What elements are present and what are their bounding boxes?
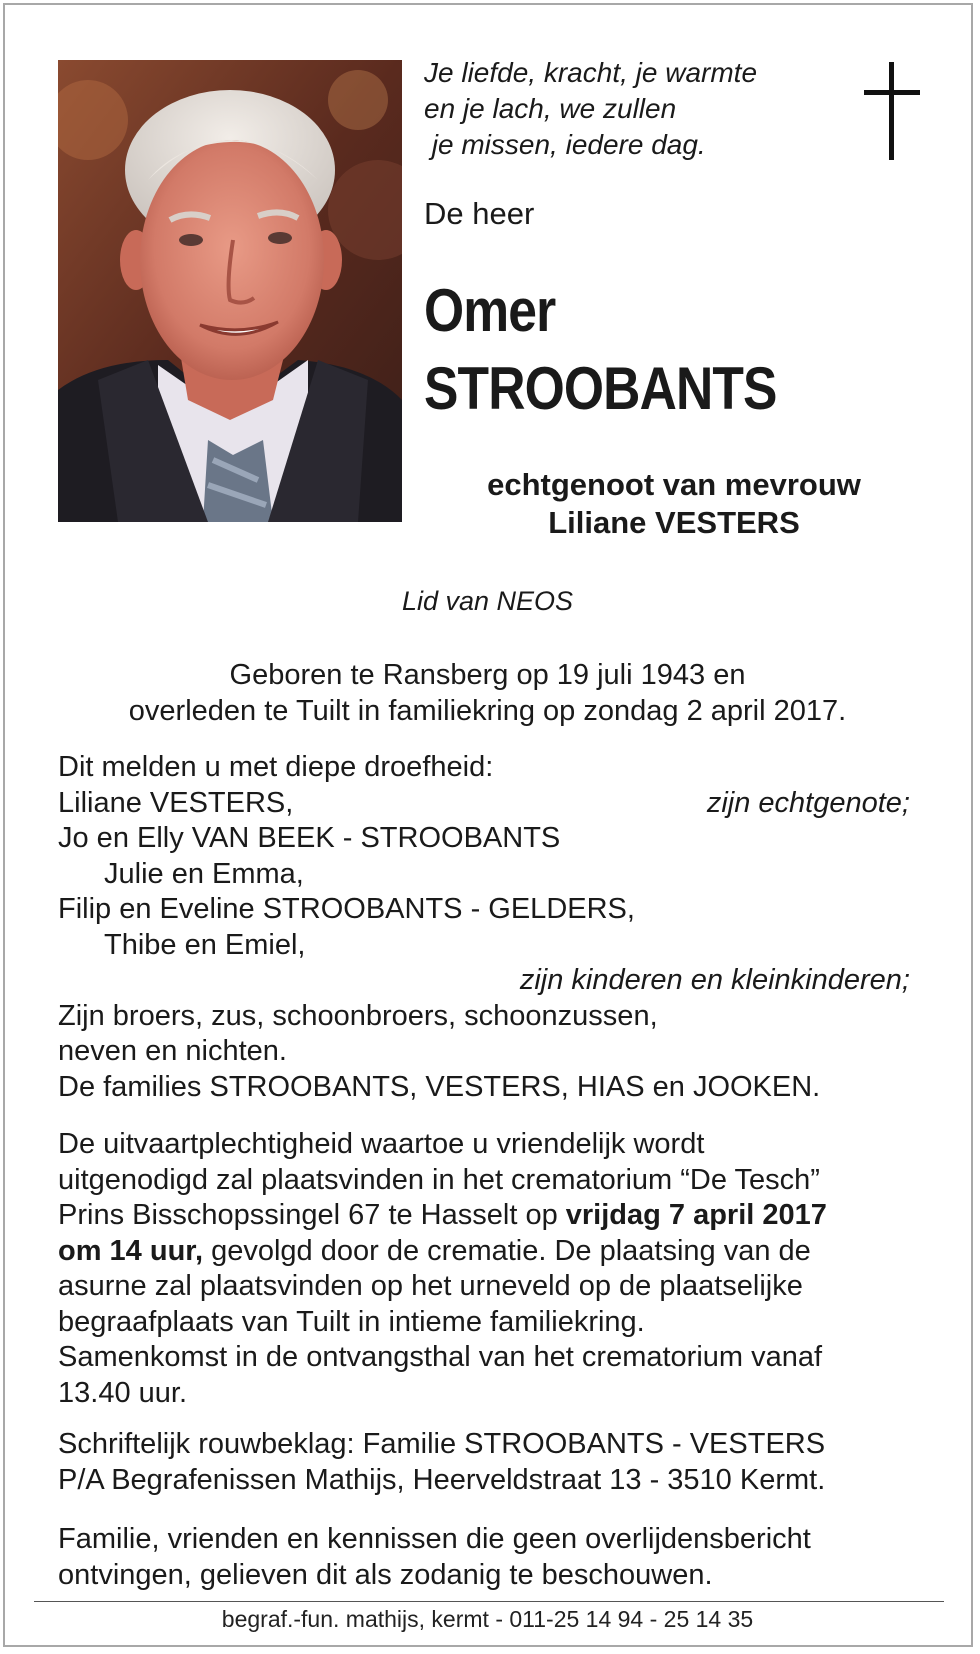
birth-death-info — [0, 657, 975, 729]
funeral-cremation: gevolgd door de crematie. De plaatsing van de — [203, 1234, 811, 1267]
salutation: De heer — [424, 196, 535, 231]
funeral-line-4 — [58, 1234, 910, 1270]
funeral-line-8: 13.40 uur. — [58, 1376, 187, 1409]
funeral-line-3 — [58, 1198, 910, 1234]
deceased-first-name: Omer — [424, 277, 556, 344]
funeral-line-2: uitgenodigd zal plaatsvinden in het crematorium “De Tesch” — [58, 1163, 820, 1196]
condolence-line-2: P/A Begrafenissen Mathijs, Heerveldstraat 13 - 3510 Kermt. — [58, 1463, 826, 1496]
condolence-address — [58, 1427, 910, 1498]
spouse-relation: echtgenoot van mevrouw — [487, 467, 861, 502]
funeral-line-1: De uitvaartplechtigheid waartoe u vriendelijk wordt — [58, 1128, 705, 1160]
funeral-location: Prins Bisschopssingel 67 te Hasselt op — [58, 1199, 566, 1231]
poem-line-1: Je liefde, kracht, je warmte — [424, 57, 758, 88]
cross-icon — [862, 62, 924, 160]
notice-line-1: Familie, vrienden en kennissen die geen overlijdensbericht — [58, 1523, 811, 1555]
funeral-date: vrijdag 7 april 2017 — [565, 1199, 827, 1231]
membership: Lid van NEOS — [401, 586, 574, 616]
death-line: overleden te Tuilt in familiekring op zondag 2 april 2017. — [128, 695, 847, 727]
mourner-siblings-1: Zijn broers, zus, schoonbroers, schoonzussen, — [58, 999, 658, 1032]
mourner-spouse-role: zijn echtgenote; — [706, 786, 910, 819]
mourner-children-role: zijn kinderen en kleinkinderen; — [519, 964, 910, 996]
funeral-line-5: asurne zal plaatsvinden op het urneveld op de plaatselijke — [58, 1270, 803, 1302]
mourner-grandchildren-2: Thibe en Emiel, — [104, 928, 306, 961]
mourner-grandchildren-1: Julie en Emma, — [104, 857, 304, 890]
mourner-families: De families STROOBANTS, VESTERS, HIAS en JOOKEN. — [58, 1070, 821, 1103]
spouse-block — [424, 466, 924, 542]
mourner-spouse-name: Liliane VESTERS, — [58, 786, 294, 819]
poem-line-2: en je lach, we zullen — [424, 93, 677, 124]
footer-divider — [34, 1601, 944, 1602]
notice-line-2: ontvingen, gelieven dit als zodanig te beschouwen. — [58, 1558, 713, 1591]
spouse-name: Liliane VESTERS — [548, 505, 800, 540]
notice-text — [58, 1522, 910, 1593]
mourner-child-1: Jo en Elly VAN BEEK - STROOBANTS — [58, 822, 561, 854]
mourner-siblings-2: neven en nichten. — [58, 1035, 287, 1067]
memorial-poem — [424, 55, 757, 163]
mourners-intro: Dit melden u met diepe droefheid: — [58, 751, 494, 783]
deceased-last-name: STROOBANTS — [424, 355, 777, 422]
funeral-time: om 14 uur, — [58, 1234, 204, 1267]
poem-line-3: je missen, iedere dag. — [424, 129, 706, 160]
mourner-spouse-row — [58, 786, 910, 822]
funeral-line-7: Samenkomst in de ontvangsthal van het crematorium vanaf — [58, 1341, 823, 1373]
birth-line: Geboren te Ransberg op 19 juli 1943 en — [229, 659, 746, 691]
portrait-photo — [58, 60, 402, 522]
funeral-line-6: begraafplaats van Tuilt in intieme familiekring. — [58, 1305, 645, 1338]
condolence-line-1: Schriftelijk rouwbeklag: Familie STROOBANTS - VESTERS — [58, 1428, 826, 1460]
mourner-child-2: Filip en Eveline STROOBANTS - GELDERS, — [58, 893, 635, 925]
mourners-list — [58, 750, 910, 1105]
funeral-details — [58, 1127, 910, 1411]
deceased-name — [424, 272, 777, 428]
footer-undertaker: begraf.-fun. mathijs, kermt - 011-25 14 94 - 25 14 35 — [221, 1606, 754, 1632]
mourner-children-role-row — [58, 963, 910, 999]
